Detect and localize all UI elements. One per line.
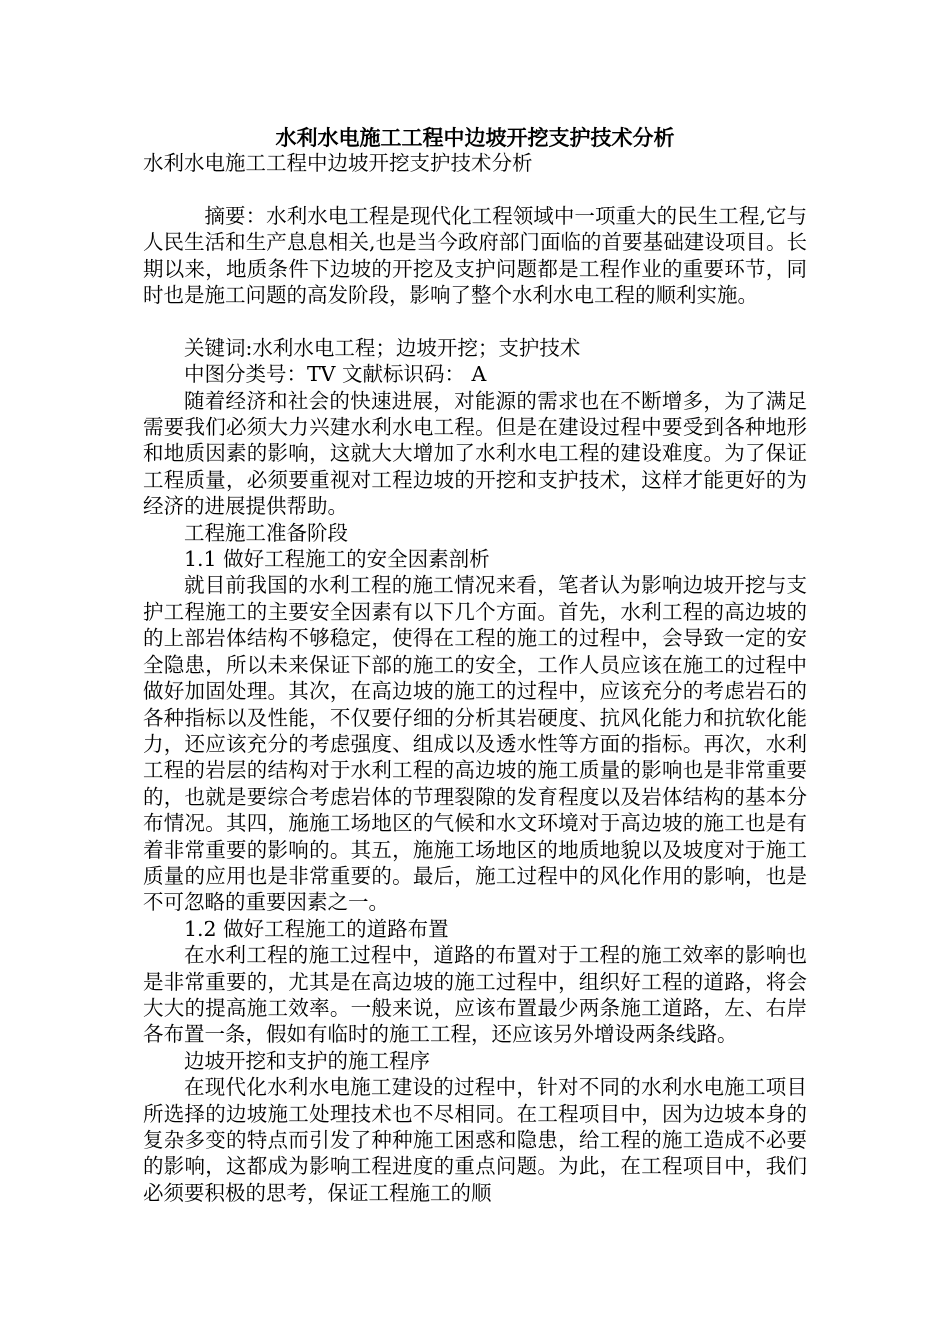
subsection-heading: 1.2 做好工程施工的道路布置 xyxy=(184,916,449,941)
classification-line: 中图分类号：TV 文献标识码： A xyxy=(184,362,487,387)
section-heading: 工程施工准备阶段 xyxy=(184,520,348,545)
keywords-line: 关键词:水利水电工程；边坡开挖；支护技术 xyxy=(184,335,581,360)
section-heading: 边坡开挖和支护的施工程序 xyxy=(184,1048,430,1073)
abstract-paragraph: 摘要：水利水电工程是现代化工程领域中一项重大的民生工程,它与人民生活和生产息息相关,也是当今政府部门面临的首要基础建设项目。长期以来，地质条件下边坡的开挖及支护问题都是工程作业的重要环节，同时也是施工问题的高发阶段，影响了整个水利水电工程的顺利实施。 xyxy=(143,203,807,308)
body-paragraph: 在现代化水利水电施工建设的过程中，针对不同的水利水电施工项目所选择的边坡施工处理技术也不尽相同。在工程项目中，因为边坡本身的复杂多变的特点而引发了种种施工困惑和隐患，给工程的施工造成不必要的影响，这都成为影响工程进度的重点问题。为此，在工程项目中，我们必须要积极的思考，保证工程施工的顺 xyxy=(143,1075,807,1205)
document-body xyxy=(143,150,807,1206)
subsection-heading: 1.1 做好工程施工的安全因素剖析 xyxy=(184,547,490,572)
intro-paragraph: 随着经济和社会的快速进展，对能源的需求也在不断增多，为了满足需要我们必须大力兴建水利水电工程。但是在建设过程中要受到各种地形和地质因素的影响，这就大大增加了水利水电工程的建设难度。为了保证工程质量，必须要重视对工程边坡的开挖和支护技术，这样才能更好的为经济的进展提供帮助。 xyxy=(143,388,807,519)
document-subtitle: 水利水电施工工程中边坡开挖支护技术分析 xyxy=(143,151,533,175)
document-title: 水利水电施工工程中边坡开挖支护技术分析 xyxy=(275,126,675,150)
spacer xyxy=(143,176,807,202)
body-paragraph: 在水利工程的施工过程中，道路的布置对于工程的施工效率的影响也是非常重要的，尤其是在高边坡的施工过程中，组织好工程的道路，将会大大的提高施工效率。一般来说，应该布置最少两条施工道路，左、右岸各布置一条，假如有临时的施工工程，还应该另外增设两条线路。 xyxy=(143,943,807,1047)
body-paragraph: 就目前我国的水利工程的施工情况来看，笔者认为影响边坡开挖与支护工程施工的主要安全因素有以下几个方面。首先，水利工程的高边坡的的上部岩体结构不够稳定，使得在工程的施工的过程中，会导致一定的安全隐患，所以未来保证下部的施工的安全，工作人员应该在施工的过程中做好加固处理。其次，在高边坡的施工的过程中，应该充分的考虑岩石的各种指标以及性能，不仅要仔细的分析其岩硬度、抗风化能力和抗软化能力，还应该充分的考虑强度、组成以及透水性等方面的指标。再次，水利工程的岩层的结构对于水利工程的高边坡的施工质量的影响也是非常重要的，也就是要综合考虑岩体的节理裂隙的发育程度以及岩体结构的基本分布情况。其四，施施工场地区的气候和水文环境对于高边坡的施工也是有着非常重要的影响的。其五，施施工场地区的地质地貌以及坡度对于施工质量的应用也是非常重要的。最后，施工过程中的风化作用的影响，也是不可忽略的重要因素之一。 xyxy=(143,573,807,915)
spacer xyxy=(143,308,807,334)
